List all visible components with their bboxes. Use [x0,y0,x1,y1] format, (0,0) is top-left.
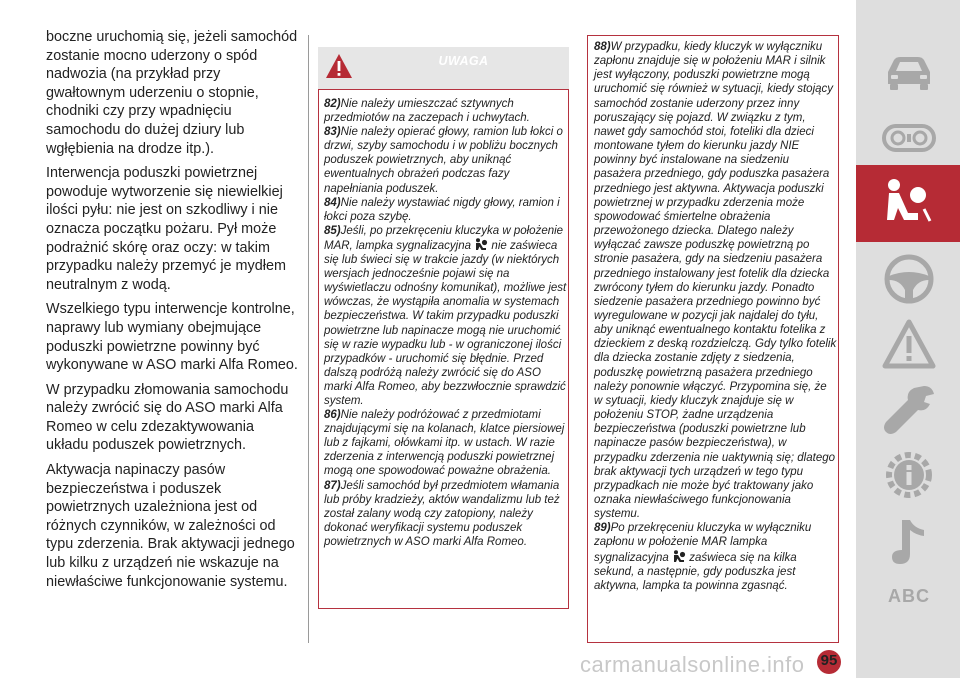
note-text: W przypadku, kiedy kluczyk w wyłączniku zapłonu znajduje się w położeniu MAR i silnik jest wyłączony, poduszki powietrzne mogą uruchomić się również w sytuacji, kiedy stojący samochód zostanie uderzony przez inny poruszający się pojazd. W związku z tym, nawet gdy samochód stoi, foteliki dla dzieci montowane tyłem do kierunku jazdy NIE powinny być instalowane na siedzeniu pasażera przedniego, gdy poduszka pasażera przedniego jest aktywna. Aktywacja poduszki powietrznej w przypadku zderzenia może spowodować śmiertelne obrażenia przewożonego dziecka. Dlatego należy wyłączać zawsze poduszkę powietrzną po stronie pasażera, gdy na siedzeniu pasażera przedniego instalowany jest fotelik dla dziecka zwrócony tyłem do kierunku jazdy. Ponadto siedzenie pasażera przedniego powinno być wyregulowane w pozycji jak najdalej do tyłu, aby uniknąć ewentualnego kontaktu fotelika z dzieckiem z deską rozdzielczą. Gdy tylko fotelik dla dziecka zostanie zdjęty z siedzenia, poduszkę powietrzną pasażera przedniego należy ponownie włączyć. Przypomina się, że w sytuacji, kiedy kluczyk znajduje się w położeniu STOP, żadne urządzenia bezpieczeństwa (poduszki powietrzne lub napinacze pasów bezpieczeństwa), w przypadku zderzenia nie uaktywnią się; dlatego brak aktywacji tych urządzeń w tego typu przypadkach nie może być traktowany jako oznaka niewłaściwego funkcjonowania systemu. [594,41,837,521]
note-83 [324,125,568,195]
note-88 [594,40,838,521]
car-icon[interactable] [880,44,938,102]
note-number: 82) [324,98,341,110]
note-text: Nie należy opierać głowy, ramion lub łokci o drzwi, szyby samochodu i w pobliżu bocznych poduszek powietrznych, aby uniknąć ewentualnych obrażeń podczas fazy napełniania poduszek. [324,126,563,195]
note-text: Nie należy podróżować z przedmiotami znajdującymi się na kolanach, klatce piersiowej lub z fajkami, ołówkami itp. w ustach. W razie zderzenia z interwencją poduszki powietrznej mogą one spowodować poważne obrażenia. [324,409,565,478]
note-text: Jeśli, po przekręceniu kluczyka w położenie MAR, lampka sygnalizacyjna [324,224,564,252]
note-number: 87) [324,479,341,492]
note-text: Nie należy wystawiać nigdy głowy, ramion i łokci poza szybę. [324,196,560,223]
note-number: 86) [324,409,341,422]
watermark: carmanualsonline.info [580,652,805,677]
paragraph: boczne uruchomią się, jeżeli samochód zostanie mocno uderzony o spód nadwozia (na przykład przy gwałtownym uderzeniu o stopnie, chodniki czy przy wpadnięciu samochodu do dużej dziury lub wgłębienia na drodze itp.). [46,29,298,157]
airbag-warning-light-icon [672,550,686,563]
airbag-warning-light-icon [474,238,488,251]
sidebar-index-abc[interactable]: ABC [888,586,930,606]
warning-title: UWAGA [438,54,489,68]
music-note-icon[interactable] [880,512,938,570]
note-number: 84) [324,196,341,209]
note-text: Po przekręceniu kluczyka w wyłączniku zapłonu w położenie MAR lampka sygnalizacyjna [594,522,812,564]
note-number: 88) [594,41,611,53]
note-82 [324,97,568,125]
note-85 [324,224,568,408]
warning-text [324,97,568,549]
dashboard-gauges-icon[interactable] [880,108,938,166]
note-number: 85) [324,224,341,237]
paragraph: Interwencja poduszki powietrznej powoduje wytworzenie się niewielkiej ilości pyłu: nie jest on szkodliwy i nie oznacza początku pożaru. Pył może podrażnić skórę oraz oczy: w takim przypadku należy przemyć je mydłem neutralnym z wodą. [46,165,286,293]
paragraph: Aktywacja napinaczy pasów bezpieczeństwa i poduszek powietrznych uzależniona jest od różnych czynników, w zależności od typu zderzenia. Brak aktywacji jednego lub kilku z urządzeń nie wskazuje na niewłaściwe funkcjonowanie systemu. [46,462,295,590]
note-number: 83) [324,126,341,139]
note-number: 89) [594,522,611,535]
wrench-icon[interactable] [880,380,938,438]
note-text: Jeśli samochód był przedmiotem włamania lub próby kradzieży, aktów wandalizmu lub też został zalany wodą czy zatopiony, należy dokonać weryfikacji systemu poduszek powietrznych w ASO marki Alfa Romeo. [324,479,560,548]
note-87 [324,479,568,549]
warning-triangle-icon[interactable] [880,316,938,374]
note-text: zaświeca się na kilka sekund, a następnie, gdy poduszka jest aktywna, lampka ta powinna zgasnąć. [594,551,797,592]
paragraph: Wszelkiego typu interwencje kontrolne, naprawy lub wymiany obejmujące poduszki powietrzne powinny być wykonywane w ASO marki Alfa Romeo. [46,301,298,374]
note-86 [324,408,568,478]
warning-text-continued [594,40,838,593]
settings-info-icon[interactable] [880,446,938,504]
airbag-seat-icon[interactable] [880,175,938,233]
note-text: Nie należy umieszczać sztywnych przedmiotów na zaczepach i uchwytach. [324,98,530,125]
note-text: nie zaświeca się lub świeci się w trakcie jazdy (w niektórych wersjach jednocześnie pojawi się na wyświetlaczu odnośny komunikat), możliwe jest wówczas, że wystąpiła anomalia w systemach bezpieczeństwa. W takim przypadku poduszki powietrzne lub napinacze mogą nie uruchomić się w razie wypadku lub - w ograniczonej ilości przypadków - uruchomić się błędnie. Przed dalszą podróżą należy zwrócić się do ASO marki Alfa Romeo, aby bezzwłocznie sprawdzić system. [324,239,567,407]
paragraph: W przypadku złomowania samochodu należy zwrócić się do ASO marki Alfa Romeo w celu zdezaktywowania układu poduszek powietrznych. [46,381,289,454]
note-84 [324,196,568,224]
steering-wheel-icon[interactable] [880,250,938,308]
body-text-column [46,28,300,597]
note-89 [594,521,838,593]
page-number: 95 [820,652,838,669]
column-divider [308,35,309,643]
